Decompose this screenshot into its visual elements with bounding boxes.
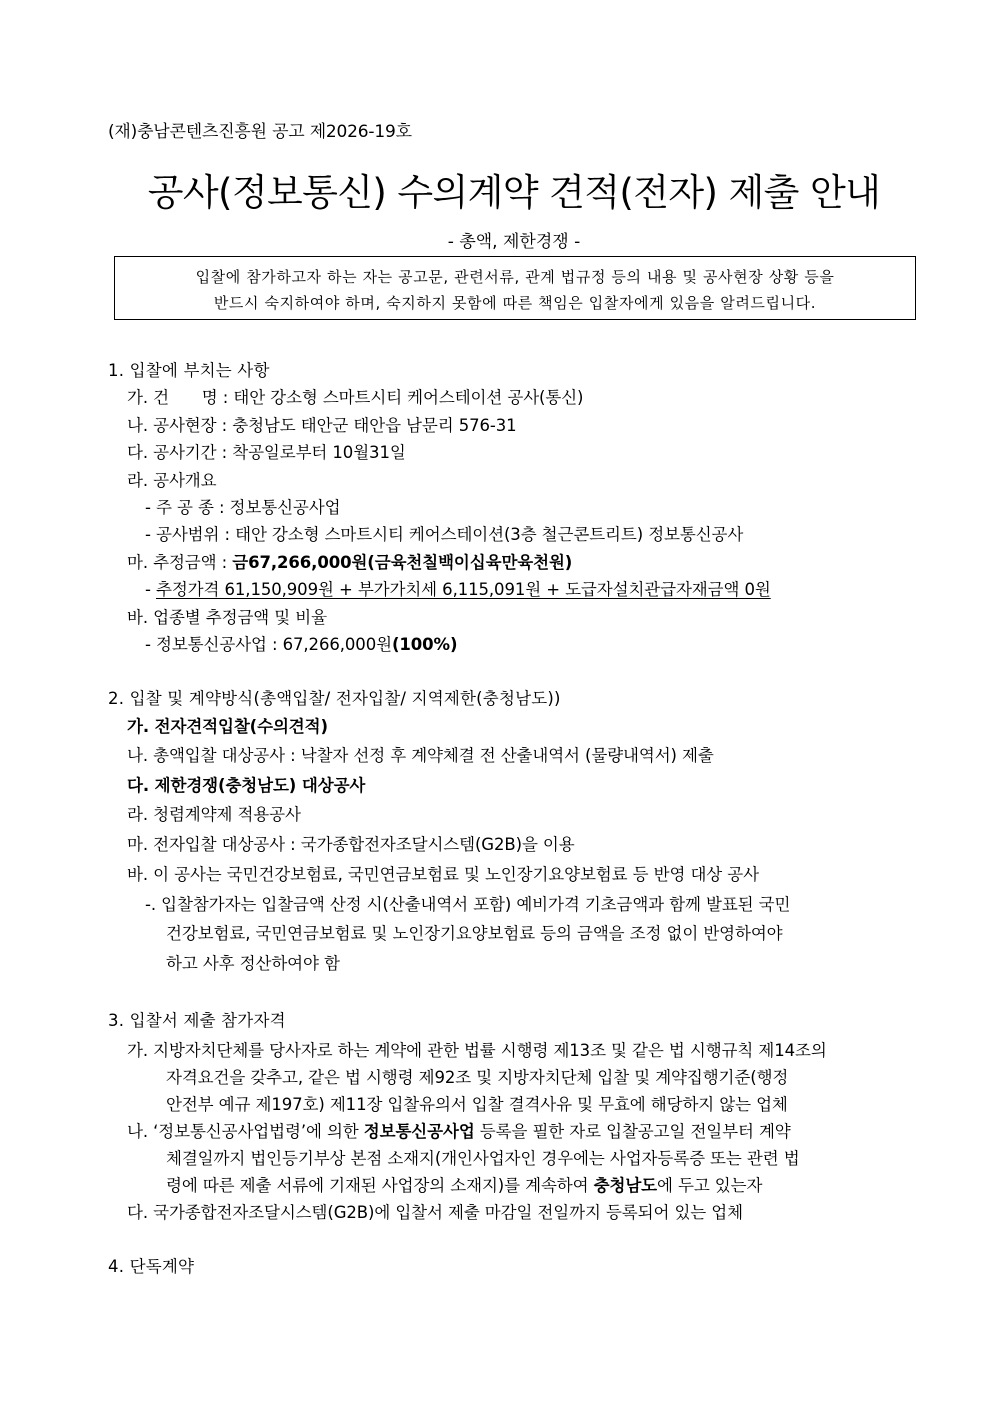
notice-box [114,256,916,320]
s3-item-na-3 [166,1175,762,1197]
s1-item-ma-sub-text: 추정가격 61,150,909원 + 부가가치세 6,115,091원 + 도급자설치관급자재금액 0원 [156,580,771,599]
s1-item-ga: 가. 건 명 : 태안 강소형 스마트시티 케어스테이션 공사(통신) [127,388,584,407]
s1-item-ba: 바. 업종별 추정금액 및 비율 [127,608,327,627]
s1-item-ma-value: 금67,266,000원(금육천칠백이십육만육천원) [232,553,573,572]
s1-item-na: 나. 공사현장 : 충청남도 태안군 태안읍 남문리 576-31 [127,416,517,435]
section-2-heading: 2. 입찰 및 계약방식(총액입찰/ 전자입찰/ 지역제한(충청남도)) [108,689,561,708]
section-3-heading: 3. 입찰서 제출 참가자격 [108,1011,286,1030]
s1-item-ba-sub [145,634,457,656]
notice-line-2: 반드시 숙지하여야 하며, 숙지하지 못함에 따른 책임은 입찰자에게 있음을 알려드립니다. [213,294,817,312]
s3-item-na-1a: 나. ‘정보통신공사업법령’에 의한 [127,1122,364,1141]
s3-item-ga-2: 자격요건을 갖추고, 같은 법 시행령 제92조 및 지방자치단체 입찰 및 계약집행기준(행정 [166,1068,789,1087]
notice-number: (재)충남콘텐츠진흥원 공고 제2026-19호 [108,122,412,142]
s2-item-ba-sub2: 건강보험료, 국민연금보험료 및 노인장기요양보험료 등의 금액을 조정 없이 반영하여야 [166,924,783,943]
notice-line-1: 입찰에 참가하고자 하는 자는 공고문, 관련서류, 관계 법규정 등의 내용 및 공사현장 상황 등을 [195,268,835,286]
s2-item-ba: 바. 이 공사는 국민건강보험료, 국민연금보험료 및 노인장기요양보험료 등 반영 대상 공사 [127,865,759,884]
s1-item-ba-sub-pct: (100%) [391,635,458,654]
s3-item-na-2: 체결일까지 법인등기부상 본점 소재지(개인사업자인 경우에는 사업자등록증 또는 관련 법 [166,1149,800,1168]
s3-item-na-3a: 령에 따른 제출 서류에 기재된 사업장의 소재지)를 계속하여 [166,1176,594,1195]
s3-item-ga-1: 가. 지방자치단체를 당사자로 하는 계약에 관한 법률 시행령 제13조 및 같은 법 시행규칙 제14조의 [127,1041,827,1060]
s3-item-na-1c: 등록을 필한 자로 입찰공고일 전일부터 계약 [474,1122,791,1141]
s1-item-ra-sub1: - 주 공 종 : 정보통신공사업 [145,498,341,517]
s2-item-ga: 가. 전자견적입찰(수의견적) [127,717,328,736]
s3-item-na-1b: 정보통신공사업 [363,1122,475,1141]
s1-item-ma-label: 마. 추정금액 : [127,553,233,572]
s3-item-da: 다. 국가종합전자조달시스템(G2B)에 입찰서 제출 마감일 전일까지 등록되어 있는 업체 [127,1203,743,1222]
s1-item-ra-sub2: - 공사범위 : 태안 강소형 스마트시티 케어스테이션(3층 철근콘트리트) 정보통신공사 [145,525,744,544]
page-title: 공사(정보통신) 수의계약 견적(전자) 제출 안내 [147,171,881,214]
s2-item-da: 다. 제한경쟁(충청남도) 대상공사 [127,776,366,795]
s2-item-ba-sub3: 하고 사후 정산하여야 함 [166,954,340,973]
s2-item-ma: 마. 전자입찰 대상공사 : 국가종합전자조달시스템(G2B)을 이용 [127,835,575,854]
s1-item-ra: 라. 공사개요 [127,471,217,490]
s3-item-ga-3: 안전부 예규 제197호) 제11장 입찰유의서 입찰 결격사유 및 무효에 해당하지 않는 업체 [166,1095,788,1114]
s2-item-ba-sub1: -. 입찰참가자는 입찰금액 산정 시(산출내역서 포함) 예비가격 기초금액과 함께 발표된 국민 [145,895,791,914]
s1-item-ba-sub-label: - 정보통신공사업 : 67,266,000원 [145,635,392,654]
section-4-heading: 4. 단독계약 [108,1257,195,1276]
s2-item-na: 나. 총액입찰 대상공사 : 낙찰자 선정 후 계약체결 전 산출내역서 (물량내역서) 제출 [127,746,714,765]
page-subtitle: - 총액, 제한경쟁 - [447,232,581,252]
s3-item-na-3c: 에 두고 있는자 [657,1176,763,1195]
s1-item-ma [127,552,572,574]
s3-item-na-1 [127,1121,791,1143]
s1-item-da: 다. 공사기간 : 착공일로부터 10월31일 [127,443,406,462]
s3-item-na-3b: 충청남도 [593,1176,657,1195]
s2-item-ra: 라. 청렴계약제 적용공사 [127,805,301,824]
s1-item-ma-sub [145,579,771,601]
s1-item-ma-sub-dash: - [145,580,156,599]
section-1-heading: 1. 입찰에 부치는 사항 [108,361,270,380]
